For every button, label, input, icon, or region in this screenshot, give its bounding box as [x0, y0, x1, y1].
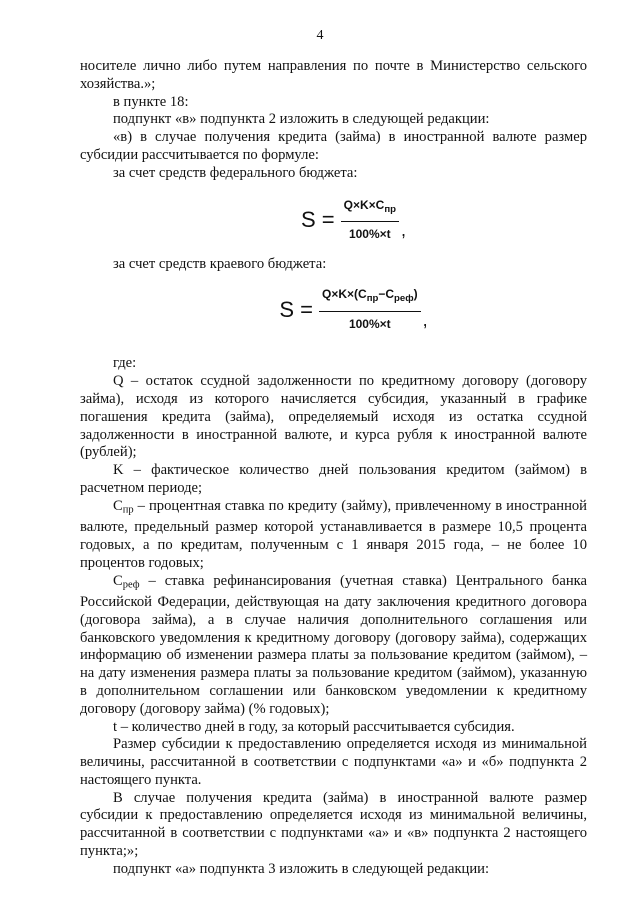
symbol: С: [113, 497, 123, 514]
formula-denominator: 100%×t: [348, 227, 391, 242]
paragraph-foreign-currency: В случае получения кредита (займа) в иностранной валюте размер субсидии к предоставлению определяется исходя из минимальной величины, рассчитанной в соответствии с подпунктами «а» и «в» подпункта 2 настоящего пункта;»;: [80, 789, 587, 860]
paragraph-continuation: носителе лично либо путем направления по почте в Министерство сельского хозяйства.»;: [80, 58, 587, 92]
document-body: [80, 58, 587, 879]
formula-fraction: [319, 286, 421, 333]
page-number: 4: [316, 28, 324, 43]
paragraph-subitem-a: подпункт «а» подпункта 3 изложить в следующей редакции:: [113, 860, 490, 877]
symbol-subscript: реф: [122, 579, 140, 591]
paragraph-item-18: в пункте 18:: [113, 93, 189, 110]
numerator-subscript: пр: [384, 203, 396, 215]
formula-numerator: [341, 197, 399, 223]
formula-lhs: S =: [301, 207, 335, 233]
paragraph-subsidy-size: Размер субсидии к предоставлению определяется исходя из минимальной величины, рассчитанной в соответствии с подпунктами «а» и «б» подпункта 2 настоящего пункта.: [80, 736, 587, 788]
paragraph-formula-intro: «в) в случае получения кредита (займа) в иностранной валюте размер субсидии рассчитывается по формуле:: [80, 129, 587, 163]
paragraph-regional-budget: за счет средств краевого бюджета:: [113, 256, 327, 273]
formula-comma: ,: [422, 309, 428, 330]
definition-c-pr: [80, 498, 587, 573]
formula-lhs: S =: [279, 296, 313, 322]
numerator-text: Q×K×C: [343, 197, 385, 212]
formula-regional: [120, 286, 587, 333]
formula-fraction: [341, 197, 399, 244]
paragraph-where: где:: [113, 355, 137, 372]
formula-numerator: [319, 286, 421, 312]
definition-t: t – количество дней в году, за который рассчитывается субсидия.: [113, 718, 515, 735]
paragraph-subitem-v: подпункт «в» подпункта 2 изложить в следующей редакции:: [113, 111, 490, 128]
definition-text: – ставка рефинансирования (учетная ставка) Центрального банка Российской Федерации, действующая на дату заключения кредитного договора (договора займа), а в случае наличия дополнительного соглашения или банковского уведомления к кредитному договору (договору займа), содержащих информацию об изменении размера платы за пользование кредитом (займом), – на дату изменения размера платы за пользование кредитом (займом), указанную в дополнительном соглашении или банковском уведомлении к кредитному договору (договору займа) (% годовых);: [80, 572, 587, 717]
symbol: С: [113, 572, 123, 589]
definition-c-ref: [80, 573, 587, 719]
numerator-part-c: ): [413, 286, 418, 301]
numerator-subscript-a: пр: [366, 292, 379, 304]
formula-denominator: 100%×t: [348, 316, 391, 331]
numerator-subscript-b: реф: [394, 292, 414, 304]
definition-k: K – фактическое количество дней пользования кредитом (займом) в расчетном периоде;: [80, 462, 587, 496]
numerator-part-a: Q×K×(C: [322, 286, 367, 301]
definition-text: – процентная ставка по кредиту (займу), привлеченному в иностранной валюте, предельный размер которой устанавливается в размере 10,5 процента годовых, а по кредитам, полученным с 1 января 2015 года, – не более 10 процентов годовых;: [80, 497, 587, 571]
formula-federal: [120, 197, 587, 244]
symbol-subscript: пр: [122, 504, 134, 516]
paragraph-federal-budget: за счет средств федерального бюджета:: [113, 164, 358, 181]
definition-q: Q – остаток ссудной задолженности по кредитному договору (договору займа), исходя из которого начисляется субсидия, указанный в графике погашения кредита (займа), определяемый исходя из остатка ссудной задолженности в иностранной валюте, и курса рубля к иностранной валюте (рублей);: [80, 373, 587, 461]
numerator-part-b: −C: [378, 286, 395, 301]
formula-comma: ,: [400, 220, 406, 241]
